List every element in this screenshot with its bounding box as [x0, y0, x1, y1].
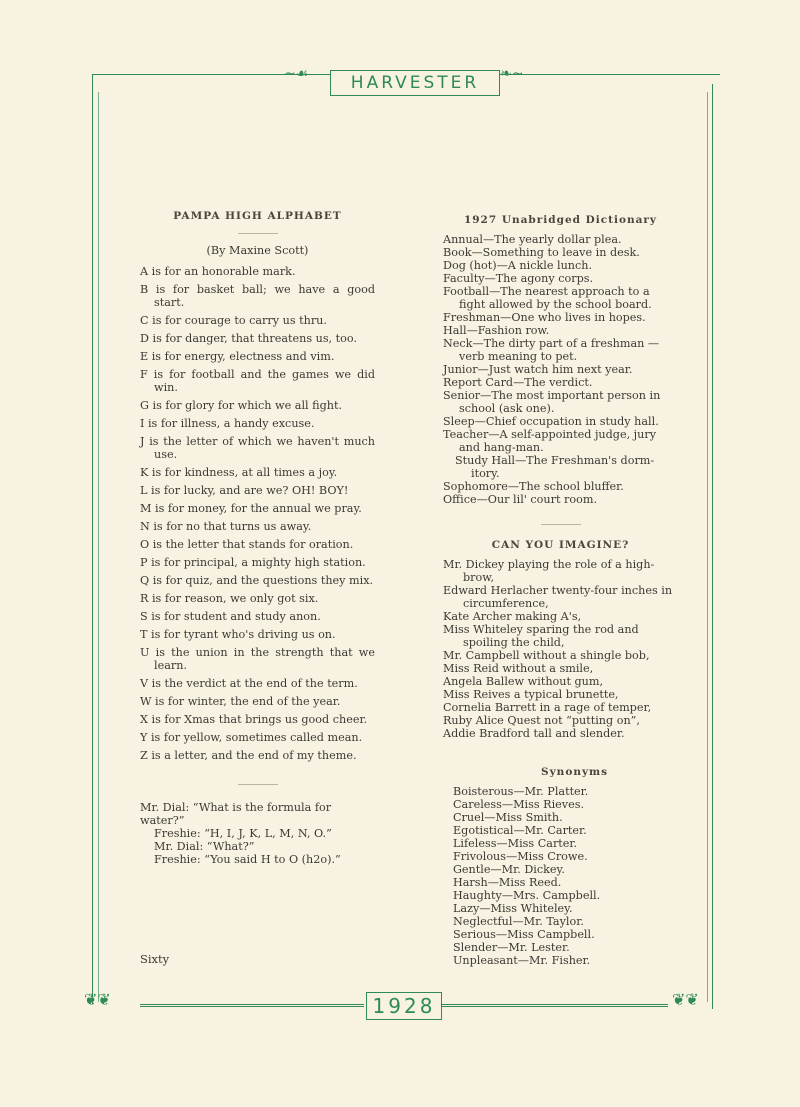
- synonym-item: Careless—Miss Rieves.: [453, 798, 584, 811]
- dictionary-item: Senior—The most important person in school (ask one).: [443, 389, 661, 415]
- alphabet-item: B is for basket ball; we have a good start.: [140, 283, 375, 309]
- dialogue-line: Mr. Dial: “What is the formula for water?”: [140, 801, 332, 827]
- dictionary-item: Dog (hot)—A nickle lunch.: [443, 259, 593, 272]
- alphabet-item: E is for energy, electness and vim.: [140, 350, 335, 363]
- synonym-item: Lazy—Miss Whiteley.: [453, 902, 573, 915]
- divider: [238, 233, 278, 234]
- imagine-item: Edward Herlacher twenty-four inches in circumference,: [443, 584, 673, 610]
- alphabet-item: W is for winter, the end of the year.: [140, 695, 341, 708]
- synonym-item: Egotistical—Mr. Carter.: [453, 824, 587, 837]
- imagine-item: Mr. Campbell without a shingle bob,: [443, 649, 650, 662]
- alphabet-item: L is for lucky, and are we? OH! BOY!: [140, 484, 349, 497]
- alphabet-item: M is for money, for the annual we pray.: [140, 502, 362, 515]
- alphabet-item: O is the letter that stands for oration.: [140, 538, 354, 551]
- alphabet-item: C is for courage to carry us thru.: [140, 314, 327, 327]
- imagine-item: Miss Reid without a smile,: [443, 662, 594, 675]
- alphabet-item: A is for an honorable mark.: [140, 265, 296, 278]
- divider: [238, 784, 278, 785]
- imagine-item: Kate Archer making A's,: [443, 610, 582, 623]
- synonym-item: Frivolous—Miss Crowe.: [453, 850, 588, 863]
- dictionary-item: Office—Our lil' court room.: [443, 493, 598, 506]
- synonym-item: Unpleasant—Mr. Fisher.: [453, 954, 591, 967]
- alphabet-item: U is the union in the strength that we learn.: [140, 646, 375, 672]
- alphabet-item: S is for student and study anon.: [140, 610, 321, 623]
- alphabet-item: J is the letter of which we haven't much use.: [140, 435, 375, 461]
- dictionary-item: Junior—Just watch him next year.: [443, 363, 633, 376]
- dictionary-title: 1927 Unabridged Dictionary: [463, 214, 658, 226]
- imagine-item: Angela Ballew without gum,: [443, 675, 604, 688]
- alphabet-item: G is for glory for which we all fight.: [140, 399, 343, 412]
- right-floral-ornament-icon: ❦❦: [672, 990, 699, 1009]
- alphabet-item: T is for tyrant who's driving us on.: [140, 628, 336, 641]
- dictionary-item: Study Hall—The Freshman's dorm-itory.: [455, 454, 655, 480]
- dictionary-item: Football—The nearest approach to a fight allowed by the school board.: [443, 285, 652, 311]
- dialogue-line: Mr. Dial: “What?”: [154, 840, 255, 853]
- alphabet-byline: (By Maxine Scott): [206, 244, 309, 257]
- synonym-item: Boisterous—Mr. Platter.: [453, 785, 589, 798]
- synonym-item: Cruel—Miss Smith.: [453, 811, 563, 824]
- right-column: [443, 214, 678, 967]
- dictionary-item: Faculty—The agony corps.: [443, 272, 594, 285]
- synonym-item: Neglectful—Mr. Taylor.: [453, 915, 584, 928]
- alphabet-item: Q is for quiz, and the questions they mix.: [140, 574, 374, 587]
- alphabet-item: Y is for yellow, sometimes called mean.: [140, 731, 363, 744]
- synonyms-title: Synonyms: [541, 766, 609, 778]
- synonym-item: Harsh—Miss Reed.: [453, 876, 562, 889]
- imagine-item: Cornelia Barrett in a rage of temper,: [443, 701, 652, 714]
- dictionary-item: Neck—The dirty part of a freshman —verb meaning to pet.: [443, 337, 660, 363]
- dictionary-item: Report Card—The verdict.: [443, 376, 593, 389]
- alphabet-item: K is for kindness, at all times a joy.: [140, 466, 338, 479]
- left-floral-ornament-icon: ❦❦: [84, 990, 111, 1009]
- alphabet-item: D is for danger, that threatens us, too.: [140, 332, 357, 345]
- divider: [541, 524, 581, 525]
- dictionary-item: Freshman—One who lives in hopes.: [443, 311, 646, 324]
- imagine-title: CAN YOU IMAGINE?: [491, 539, 630, 551]
- dictionary-item: Book—Something to leave in desk.: [443, 246, 640, 259]
- synonym-item: Serious—Miss Campbell.: [453, 928, 595, 941]
- synonym-item: Haughty—Mrs. Campbell.: [453, 889, 601, 902]
- alphabet-item: Z is a letter, and the end of my theme.: [140, 749, 357, 762]
- alphabet-item: X is for Xmas that brings us good cheer.: [140, 713, 368, 726]
- alphabet-title: PAMPA HIGH ALPHABET: [173, 210, 342, 222]
- imagine-item: Ruby Alice Quest not “putting on”,: [443, 714, 640, 727]
- synonym-item: Gentle—Mr. Dickey.: [453, 863, 565, 876]
- dictionary-item: Hall—Fashion row.: [443, 324, 550, 337]
- alphabet-section: [140, 210, 375, 866]
- masthead-title: HARVESTER: [330, 70, 500, 96]
- dialogue-line: Freshie: “You said H to O (h2o).”: [154, 853, 341, 866]
- dictionary-item: Sophomore—The school bluffer.: [443, 480, 624, 493]
- left-scroll-ornament-icon: ~☙: [284, 66, 309, 82]
- imagine-item: Addie Bradford tall and slender.: [443, 727, 625, 740]
- alphabet-item: F is for football and the games we did win.: [140, 368, 375, 394]
- footer-rule-right: [442, 1004, 668, 1015]
- alphabet-item: R is for reason, we only got six.: [140, 592, 319, 605]
- synonym-item: Lifeless—Miss Carter.: [453, 837, 578, 850]
- imagine-item: Mr. Dickey playing the role of a high-brow,: [443, 558, 655, 584]
- dialogue-line: Freshie: “H, I, J, K, L, M, N, O.”: [154, 827, 332, 840]
- footer-rule-left: [140, 1004, 364, 1015]
- alphabet-item: I is for illness, a handy excuse.: [140, 417, 315, 430]
- year-badge: 1928: [366, 992, 442, 1020]
- imagine-item: Miss Whiteley sparing the rod and spoiling the child,: [443, 623, 639, 649]
- dialogue-joke: [140, 801, 375, 866]
- synonym-item: Slender—Mr. Lester.: [453, 941, 570, 954]
- page-border-right: [712, 84, 713, 1009]
- dictionary-item: Sleep—Chief occupation in study hall.: [443, 415, 659, 428]
- alphabet-item: P is for principal, a mighty high station.: [140, 556, 366, 569]
- alphabet-item: N is for no that turns us away.: [140, 520, 312, 533]
- alphabet-item: V is the verdict at the end of the term.: [140, 677, 358, 690]
- dictionary-item: Annual—The yearly dollar plea.: [443, 233, 622, 246]
- page-border-left: [92, 74, 93, 1004]
- imagine-item: Miss Reives a typical brunette,: [443, 688, 619, 701]
- page-number: Sixty: [140, 952, 170, 966]
- synonyms-section: [443, 766, 678, 967]
- right-scroll-ornament-icon: ❧~: [500, 66, 524, 82]
- dictionary-item: Teacher—A self-appointed judge, jury and hang-man.: [443, 428, 657, 454]
